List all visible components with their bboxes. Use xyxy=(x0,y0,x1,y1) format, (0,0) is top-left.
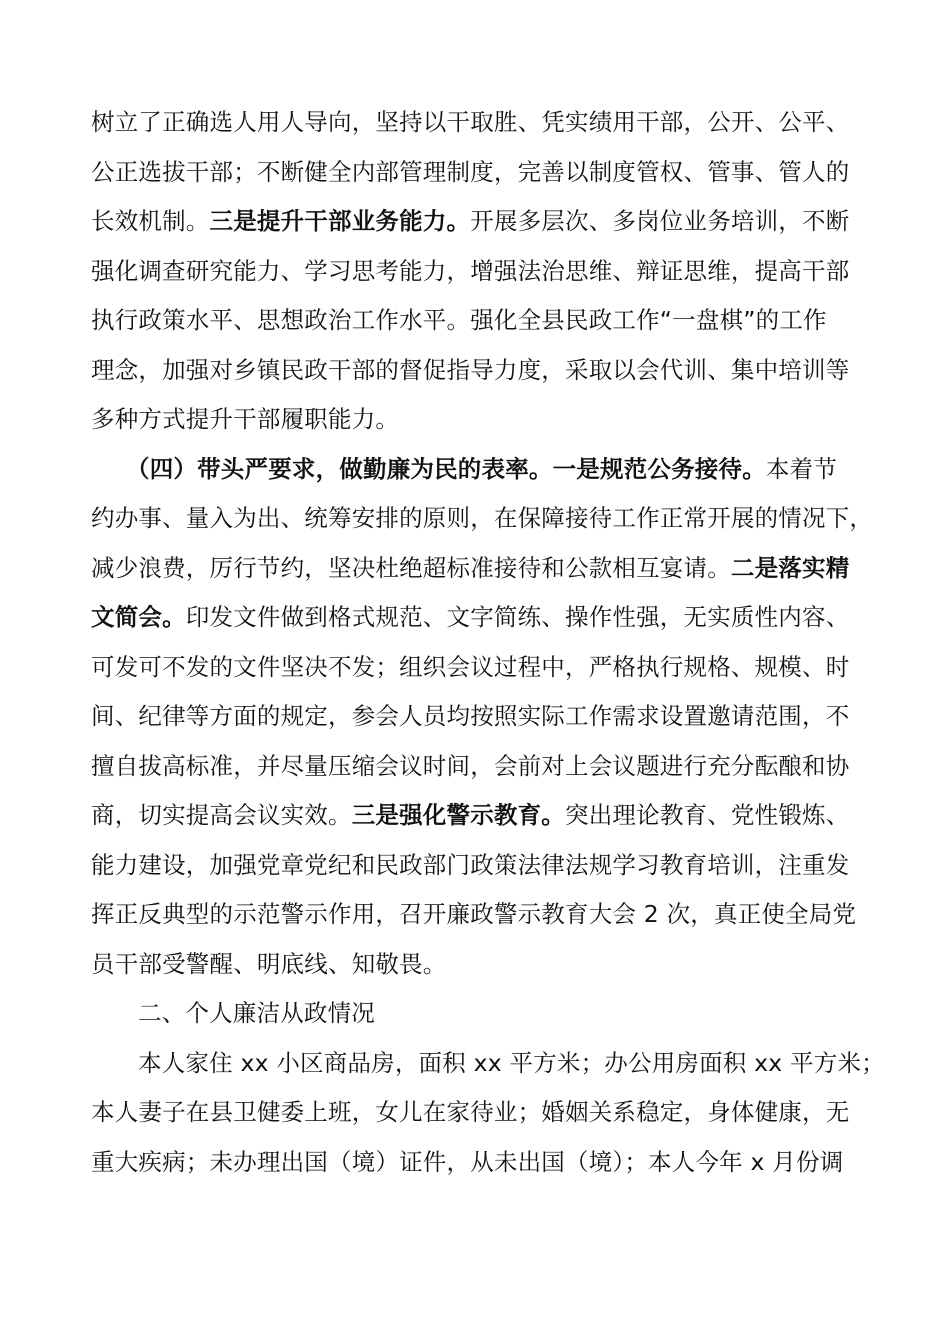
line-text: 长效机制。 xyxy=(91,207,210,235)
line-text: 能力建设，加强党章党纪和民政部门政策法律法规学习教育培训，注重发 xyxy=(91,850,850,879)
document-page xyxy=(91,98,885,1187)
line-text: 理念，加强对乡镇民政干部的督促指导力度，采取以会代训、集中培训等 xyxy=(91,355,850,384)
line-text: 本人妻子在县卫健委上班，女儿在家待业；婚姻关系稳定，身体健康，无 xyxy=(91,1098,850,1126)
text-line-22 xyxy=(91,1138,863,1188)
section-heading-text: （四）带头严要求，做勤廉为民的表率。 xyxy=(126,454,553,483)
line-text: 突出理论教育、党性锻炼、 xyxy=(565,801,850,829)
section-title-line xyxy=(91,989,863,1039)
line-text: 可发可不发的文件坚决不发；组织会议过程中，严格执行规格、规模、时 xyxy=(91,652,850,681)
line-text: 强化调查研究能力、学习思考能力，增强法治思维、辩证思维，提高干部 xyxy=(91,256,850,285)
text-line-13 xyxy=(91,692,863,742)
text-line-3 xyxy=(91,197,863,247)
section-title-text: 二、个人廉洁从政情况 xyxy=(138,999,375,1027)
line-text: 重大疾病；未办理出国（境）证件，从未出国（境）；本人今年 x 月份调 xyxy=(91,1147,844,1176)
line-text: 间、纪律等方面的规定，参会人员均按照实际工作需求设置邀请范围，不 xyxy=(91,702,850,730)
line-text: 挥正反典型的示范警示作用，召开廉政警示教育大会 2 次，真正使全局党 xyxy=(91,900,857,928)
line-text: 减少浪费，厉行节约，坚决杜绝超标准接待和公款相互宴请。 xyxy=(91,553,731,582)
text-line-6 xyxy=(91,346,863,396)
line-text: 印发文件做到格式规范、文字简练、操作性强，无实质性内容、 xyxy=(185,603,850,631)
text-line-21 xyxy=(91,1088,863,1138)
text-line-20 xyxy=(91,1039,885,1089)
text-line-18 xyxy=(91,940,863,990)
text-line-9 xyxy=(91,494,874,544)
bold-heading-text: 一是规范公务接待。 xyxy=(552,454,766,483)
text-line-14 xyxy=(91,742,863,792)
text-line-11 xyxy=(91,593,863,643)
line-text: 本着节 xyxy=(765,454,838,483)
section-heading-line xyxy=(91,445,863,495)
line-text: 商，切实提高会议实效。 xyxy=(91,801,352,829)
text-line-10 xyxy=(91,544,863,594)
text-line-15 xyxy=(91,791,863,841)
line-text: 执行政策水平、思想政治工作水平。强化全县民政工作“一盘棋”的工作 xyxy=(91,306,827,334)
line-text: 树立了正确选人用人导向，坚持以干取胜、凭实绩用干部，公开、公平、 xyxy=(91,108,850,136)
line-text: 本人家住 xx 小区商品房，面积 xx 平方米；办公用房面积 xx 平方米； xyxy=(138,1048,885,1077)
text-line-2 xyxy=(91,148,863,198)
bold-heading-text: 二是落实精 xyxy=(730,553,850,582)
bold-heading-text: 文简会。 xyxy=(91,603,186,631)
text-line-16 xyxy=(91,841,863,891)
text-line-1 xyxy=(91,98,863,148)
text-line-5 xyxy=(91,296,863,346)
text-line-7 xyxy=(91,395,863,445)
line-text: 公正选拔干部；不断健全内部管理制度，完善以制度管权、管事、管人的 xyxy=(91,157,850,186)
text-line-17 xyxy=(91,890,863,940)
bold-heading-text: 三是提升干部业务能力。 xyxy=(209,207,471,235)
line-text: 约办事、量入为出、统筹安排的原则，在保障接待工作正常开展的情况下， xyxy=(91,504,874,532)
line-text: 多种方式提升干部履职能力。 xyxy=(91,405,400,433)
text-line-12 xyxy=(91,643,863,693)
line-text: 员干部受警醒、明底线、知敬畏。 xyxy=(91,949,447,978)
line-text: 擅自拔高标准，并尽量压缩会议时间，会前对上会议题进行充分酝酿和协 xyxy=(91,751,850,780)
line-text: 开展多层次、多岗位业务培训，不断 xyxy=(470,207,850,235)
text-line-4 xyxy=(91,247,863,297)
bold-heading-text: 三是强化警示教育。 xyxy=(351,801,566,829)
